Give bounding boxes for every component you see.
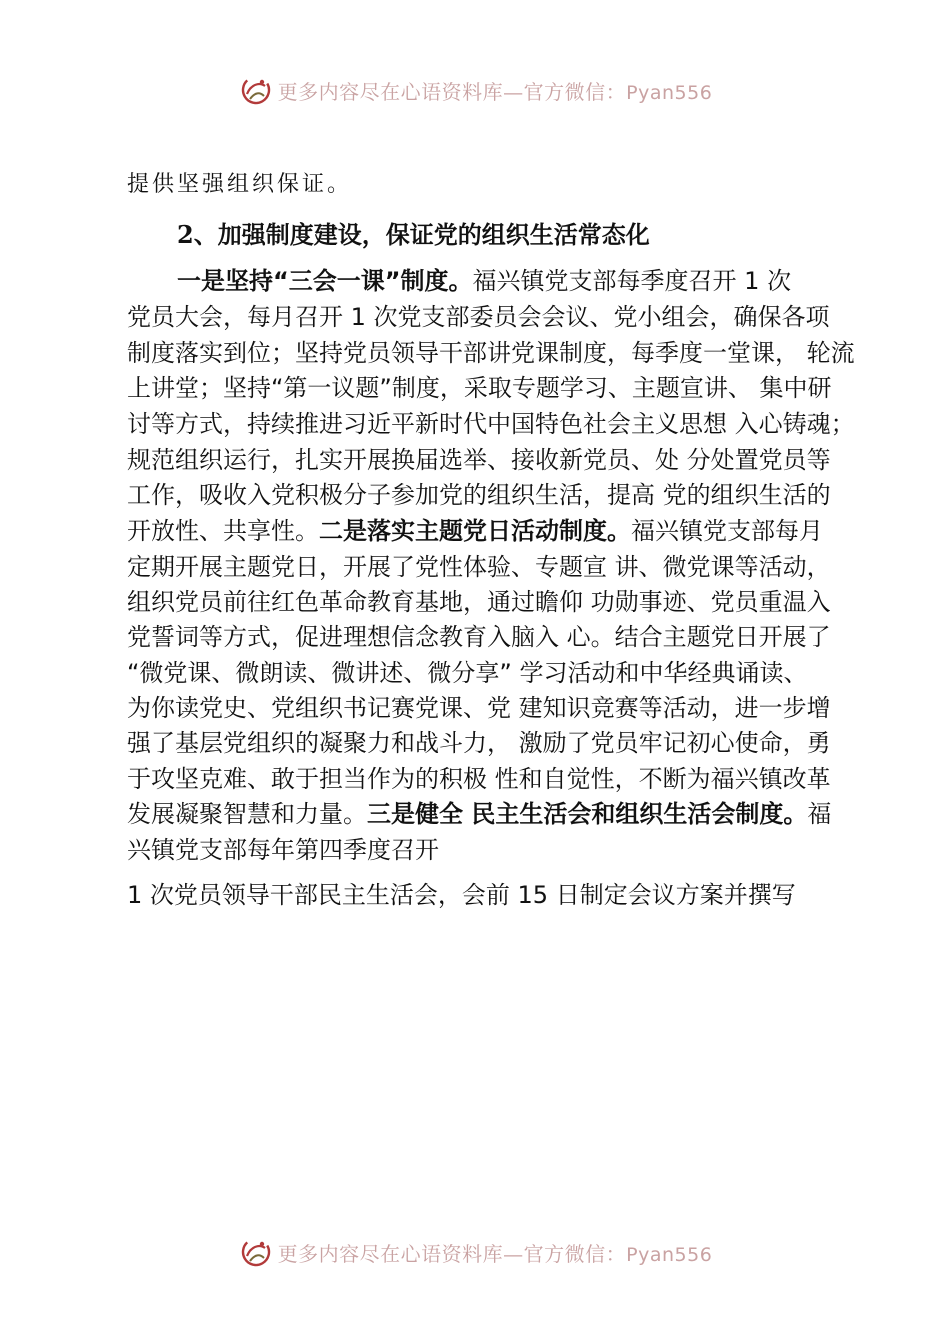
text-line: [127, 726, 831, 760]
text-segment: 讨等方式，持续推进习近平新时代中国特色社会主义思想 入心铸魂；: [127, 410, 855, 438]
section-heading: [177, 218, 650, 252]
text-line: [127, 620, 831, 654]
text-segment: 福兴镇党支部每月: [631, 517, 823, 545]
text-segment: 于攻坚克难、敢于担当作为的积极 性和自觉性，不断为福兴镇改革: [127, 765, 831, 793]
text-segment: 福: [807, 800, 832, 828]
text-segment: 为你读党史、党组织书记赛党课、党 建知识竞赛等活动，进一步增: [127, 694, 831, 722]
text-line: [127, 168, 352, 202]
text-line: [127, 550, 831, 584]
text-line: [127, 691, 831, 725]
text-segment: 兴镇党支部每年第四季度召开: [127, 836, 439, 864]
watermark-logo-icon: [238, 72, 274, 108]
text-line: [127, 762, 831, 796]
text-segment: 福兴镇党支部每季度召开 1 次: [472, 267, 792, 295]
watermark-text: 更多内容尽在心语资料库—官方微信：Pyan556: [277, 1241, 713, 1266]
text-line: [127, 443, 831, 477]
text-segment: 组织党员前往红色革命教育基地，通过瞻仰 功勋事迹、党员重温入: [127, 588, 831, 616]
watermark-text: 更多内容尽在心语资料库—官方微信：Pyan556: [277, 79, 713, 104]
text-segment: 强了基层党组织的凝聚力和战斗力， 激励了党员牢记初心使命，勇: [127, 729, 831, 757]
text-line: [127, 585, 831, 619]
text-segment: 规范组织运行，扎实开展换届选举、接收新党员、处 分处置党员等: [127, 446, 831, 474]
text-line: [127, 371, 832, 405]
bold-text-segment: 二是落实主题党日活动制度。: [319, 517, 631, 545]
text-line: [127, 336, 855, 370]
text-segment: 上讲堂；坚持“第一议题”制度，采取专题学习、主题宣讲、 集中研: [127, 374, 832, 402]
text-line: [127, 407, 855, 441]
text-line: [127, 833, 439, 867]
header-watermark: [0, 70, 950, 110]
text-segment: 工作，吸收入党积极分子参加党的组织生活，提高 党的组织生活的: [127, 481, 831, 509]
text-segment: 发展凝聚智慧和力量。: [127, 800, 367, 828]
text-segment: 党员大会，每月召开 1 次党支部委员会会议、党小组会，确保各项: [127, 303, 830, 331]
text-line: [127, 514, 823, 548]
text-line: [127, 797, 831, 831]
text-line: [177, 264, 791, 298]
text-segment: 1 次党员领导干部民主生活会，会前 15 日制定会议方案并撰写: [127, 881, 796, 909]
watermark-logo-icon: [238, 1234, 274, 1270]
bold-text-segment: 三是健全 民主生活会和组织生活会制度。: [367, 800, 808, 828]
text-line: [127, 656, 808, 690]
bold-text-segment: 一是坚持“三会一课”制度。: [177, 267, 473, 295]
text-segment: 提供坚强组织保证。: [127, 172, 353, 197]
text-line: [127, 478, 831, 512]
text-segment: 开放性、共享性。: [127, 517, 319, 545]
bold-text-segment: 2、加强制度建设，保证党的组织生活常态化: [177, 220, 650, 249]
text-line: [127, 300, 830, 334]
footer-watermark: [0, 1232, 950, 1272]
text-segment: 党誓词等方式，促进理想信念教育入脑入 心。结合主题党日开展了: [127, 623, 831, 651]
text-segment: “微党课、微朗读、微讲述、微分享” 学习活动和中华经典诵读、: [127, 659, 808, 687]
text-segment: 制度落实到位；坚持党员领导干部讲党课制度，每季度一堂课， 轮流: [127, 339, 855, 367]
text-line: [127, 878, 796, 912]
text-segment: 定期开展主题党日，开展了党性体验、专题宣 讲、微党课等活动，: [127, 553, 831, 581]
